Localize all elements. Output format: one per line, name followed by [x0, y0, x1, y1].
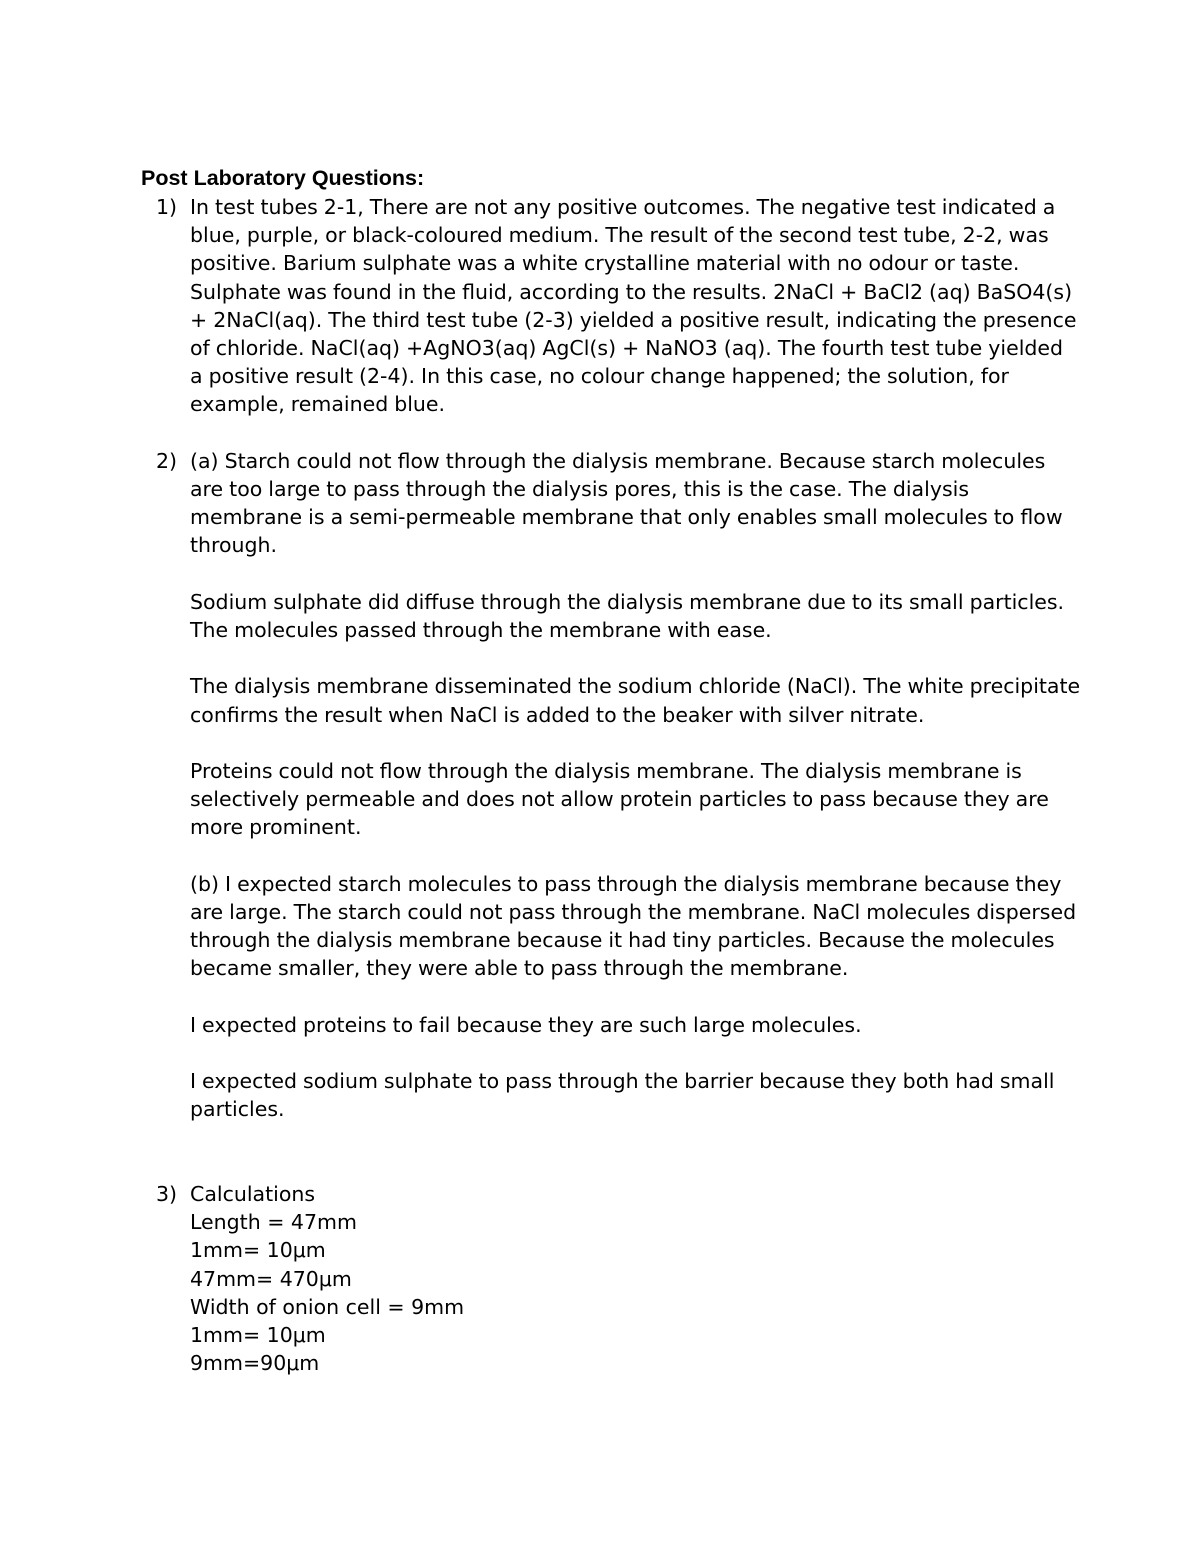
question-number: 2)	[156, 448, 178, 473]
calculation-line: Length = 47mm	[190, 1210, 357, 1235]
question-item-3	[141, 1180, 1081, 1377]
calculation-line: 47mm= 470μm	[190, 1266, 352, 1291]
question-list	[141, 193, 1081, 1377]
answer-paragraph: Proteins could not flow through the dialysis membrane. The dialysis membrane is selectively permeable and does not allow protein particles to pass because they are more prominent.	[190, 759, 1049, 840]
answer-paragraph: (a) Starch could not flow through the dialysis membrane. Because starch molecules are too large to pass through the dialysis pores, this is the case. The dialysis membrane is a semi-permeable membrane that only enables small molecules to flow through.	[190, 448, 1063, 558]
answer-paragraph: (b) I expected starch molecules to pass through the dialysis membrane because they are large. The starch could not pass through the membrane. NaCl molecules dispersed through the dialysis membrane because it had tiny particles. Because the molecules became smaller, they were able to pass through the membrane.	[190, 871, 1077, 981]
calculation-line: Calculations	[190, 1181, 316, 1206]
calculation-line: 1mm= 10μm	[190, 1323, 326, 1347]
calculation-line: Width of onion cell = 9mm	[190, 1294, 465, 1319]
question-item-1	[141, 193, 1081, 419]
calculation-line: 1mm= 10μm	[190, 1238, 326, 1263]
answer-paragraph: I expected proteins to fail because they are such large molecules.	[190, 1012, 862, 1037]
question-number: 1)	[156, 195, 178, 219]
answer-paragraph: I expected sodium sulphate to pass through the barrier because they both had small particles.	[190, 1069, 1055, 1122]
answer-paragraph: Sodium sulphate did diffuse through the dialysis membrane due to its small particles. The molecules passed through the membrane with ease.	[190, 589, 1065, 643]
answer-paragraph: In test tubes 2-1, There are not any positive outcomes. The negative test indicated a blue, purple, or black-coloured medium. The result of the second test tube, 2-2, was positive. Barium sulphate was a white crystalline material with no odour or taste. Sulphate was found in the fluid, according to the results. 2NaCl + BaCl2 (aq) BaSO4(s) + 2NaCl(aq). The third test tube (2-3) yielded a positive result, indicating the presence of chloride. NaCl(aq) +AgNO3(aq) AgCl(s) + NaNO3 (aq). The fourth test tube yielded a positive result (2-4). In this case, no colour change happened; the solution, for example, remained blue.	[190, 195, 1077, 417]
question-item-2	[141, 447, 1081, 1124]
calculation-line: 9mm=90μm	[190, 1351, 320, 1376]
section-heading: Post Laboratory Questions:	[141, 166, 425, 190]
answer-paragraph: The dialysis membrane disseminated the sodium chloride (NaCl). The white precipitate confirms the result when NaCl is added to the beaker with silver nitrate.	[190, 674, 1081, 727]
question-number: 3)	[156, 1181, 178, 1206]
